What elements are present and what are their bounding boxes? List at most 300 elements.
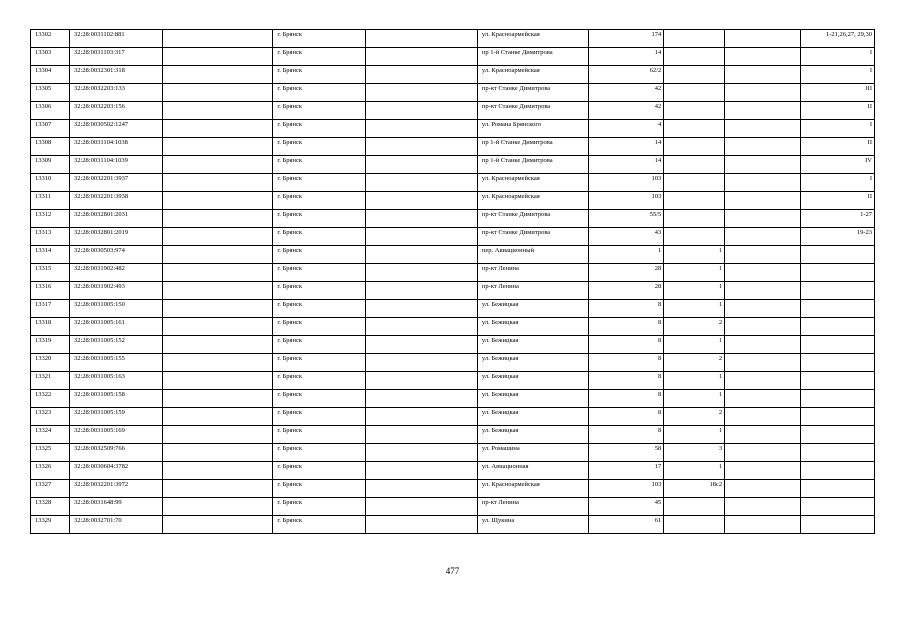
cell-street: ул. Бежицкая bbox=[477, 300, 588, 318]
table-row bbox=[31, 138, 875, 156]
cell-empty bbox=[725, 354, 801, 372]
cell-building bbox=[664, 138, 725, 156]
cell-premises: II bbox=[800, 102, 874, 120]
table-row bbox=[31, 336, 875, 354]
cell-premises: II bbox=[800, 138, 874, 156]
cell-cadastral-number: 32:28:0032701:70 bbox=[69, 516, 162, 534]
cell-premises bbox=[800, 318, 874, 336]
cell-empty bbox=[725, 318, 801, 336]
cell-building: 1 bbox=[664, 390, 725, 408]
cell-city: г. Брянск bbox=[273, 156, 366, 174]
cell-premises bbox=[800, 246, 874, 264]
cell-empty bbox=[725, 282, 801, 300]
table-row bbox=[31, 480, 875, 498]
table-row bbox=[31, 282, 875, 300]
cell-street: пр 1-й Станке Димитрова bbox=[477, 156, 588, 174]
cell-building bbox=[664, 120, 725, 138]
table-row bbox=[31, 246, 875, 264]
cell-house-number: 28 bbox=[588, 282, 664, 300]
cell-building bbox=[664, 516, 725, 534]
table-row bbox=[31, 264, 875, 282]
cell-empty bbox=[162, 84, 273, 102]
cell-record-number: 13315 bbox=[31, 264, 70, 282]
cell-empty bbox=[162, 264, 273, 282]
table-row bbox=[31, 156, 875, 174]
cell-house-number: 1 bbox=[588, 246, 664, 264]
cell-empty bbox=[162, 372, 273, 390]
cell-empty bbox=[725, 210, 801, 228]
cell-street: ул. Красноармейская bbox=[477, 480, 588, 498]
cell-street: ул. Бежицкая bbox=[477, 408, 588, 426]
table-row bbox=[31, 354, 875, 372]
cell-empty bbox=[162, 48, 273, 66]
cell-empty bbox=[162, 282, 273, 300]
cell-house-number: 4 bbox=[588, 120, 664, 138]
cell-house-number: 61 bbox=[588, 516, 664, 534]
cell-house-number: 8 bbox=[588, 372, 664, 390]
table-row bbox=[31, 192, 875, 210]
cell-empty bbox=[162, 210, 273, 228]
table-row bbox=[31, 84, 875, 102]
cell-empty bbox=[162, 408, 273, 426]
cell-building: 1 bbox=[664, 462, 725, 480]
cell-empty bbox=[162, 174, 273, 192]
cell-empty bbox=[365, 300, 477, 318]
cell-cadastral-number: 32:28:0032509:766 bbox=[69, 444, 162, 462]
cell-premises: I bbox=[800, 66, 874, 84]
cell-city: г. Брянск bbox=[273, 336, 366, 354]
cell-cadastral-number: 32:28:0031902:482 bbox=[69, 264, 162, 282]
cell-house-number: 103 bbox=[588, 480, 664, 498]
cell-building: 2 bbox=[664, 408, 725, 426]
cell-house-number: 174 bbox=[588, 30, 664, 48]
cell-city: г. Брянск bbox=[273, 102, 366, 120]
cell-city: г. Брянск bbox=[273, 246, 366, 264]
cell-record-number: 13322 bbox=[31, 390, 70, 408]
table-row bbox=[31, 498, 875, 516]
cell-empty bbox=[725, 480, 801, 498]
cell-street: ул. Красноармейская bbox=[477, 30, 588, 48]
cell-building bbox=[664, 156, 725, 174]
cell-cadastral-number: 32:28:0031103:317 bbox=[69, 48, 162, 66]
cell-house-number: 8 bbox=[588, 408, 664, 426]
cell-record-number: 13312 bbox=[31, 210, 70, 228]
cell-building: 1 bbox=[664, 336, 725, 354]
cell-building: 1 bbox=[664, 246, 725, 264]
cell-house-number: 55/5 bbox=[588, 210, 664, 228]
cell-building: 1 bbox=[664, 300, 725, 318]
cell-empty bbox=[162, 426, 273, 444]
cell-empty bbox=[162, 390, 273, 408]
cell-street: ул. Бежицкая bbox=[477, 318, 588, 336]
cell-cadastral-number: 32:28:0031005:159 bbox=[69, 408, 162, 426]
cell-building: 2 bbox=[664, 318, 725, 336]
cell-premises bbox=[800, 480, 874, 498]
cell-city: г. Брянск bbox=[273, 192, 366, 210]
table-row bbox=[31, 516, 875, 534]
cell-city: г. Брянск bbox=[273, 48, 366, 66]
cell-empty bbox=[365, 318, 477, 336]
cell-premises: I bbox=[800, 120, 874, 138]
cell-premises: 1-21,26,27, 29,30 bbox=[800, 30, 874, 48]
cell-house-number: 17 bbox=[588, 462, 664, 480]
cell-premises bbox=[800, 300, 874, 318]
cell-building: 2 bbox=[664, 354, 725, 372]
cell-empty bbox=[725, 444, 801, 462]
cell-empty bbox=[162, 516, 273, 534]
cell-house-number: 62/2 bbox=[588, 66, 664, 84]
cell-premises: IV bbox=[800, 156, 874, 174]
cell-empty bbox=[365, 390, 477, 408]
cell-cadastral-number: 32:28:0031102:881 bbox=[69, 30, 162, 48]
cell-city: г. Брянск bbox=[273, 390, 366, 408]
cell-empty bbox=[162, 228, 273, 246]
cell-cadastral-number: 32:28:0031005:161 bbox=[69, 318, 162, 336]
cell-empty bbox=[162, 102, 273, 120]
cell-street: ул. Бежицкая bbox=[477, 372, 588, 390]
table-row bbox=[31, 66, 875, 84]
cell-empty bbox=[365, 228, 477, 246]
table-row bbox=[31, 444, 875, 462]
cell-building bbox=[664, 66, 725, 84]
table-row bbox=[31, 372, 875, 390]
cell-empty bbox=[365, 246, 477, 264]
cell-empty bbox=[162, 246, 273, 264]
cell-empty bbox=[162, 318, 273, 336]
cell-record-number: 13327 bbox=[31, 480, 70, 498]
cell-street: ул. Ромашина bbox=[477, 444, 588, 462]
cell-record-number: 13317 bbox=[31, 300, 70, 318]
cell-city: г. Брянск bbox=[273, 84, 366, 102]
table-row bbox=[31, 228, 875, 246]
cell-empty bbox=[365, 408, 477, 426]
cell-city: г. Брянск bbox=[273, 354, 366, 372]
cell-house-number: 103 bbox=[588, 192, 664, 210]
cell-city: г. Брянск bbox=[273, 174, 366, 192]
cell-record-number: 13302 bbox=[31, 30, 70, 48]
cell-cadastral-number: 32:28:0031005:155 bbox=[69, 354, 162, 372]
cell-premises: 19-23 bbox=[800, 228, 874, 246]
cell-empty bbox=[162, 192, 273, 210]
cell-house-number: 14 bbox=[588, 138, 664, 156]
cell-city: г. Брянск bbox=[273, 120, 366, 138]
cell-cadastral-number: 32:28:0032203:156 bbox=[69, 102, 162, 120]
cell-empty bbox=[725, 516, 801, 534]
cell-cadastral-number: 32:28:0031005:152 bbox=[69, 336, 162, 354]
cell-record-number: 13314 bbox=[31, 246, 70, 264]
cell-empty bbox=[365, 480, 477, 498]
cell-house-number: 8 bbox=[588, 336, 664, 354]
cell-cadastral-number: 32:28:0032301:318 bbox=[69, 66, 162, 84]
cell-city: г. Брянск bbox=[273, 138, 366, 156]
cell-record-number: 13323 bbox=[31, 408, 70, 426]
cell-premises bbox=[800, 498, 874, 516]
cell-empty bbox=[365, 462, 477, 480]
cell-street: ул. Бежицкая bbox=[477, 426, 588, 444]
cell-empty bbox=[725, 156, 801, 174]
cell-cadastral-number: 32:28:0031648:99 bbox=[69, 498, 162, 516]
cell-empty bbox=[365, 498, 477, 516]
table-row bbox=[31, 48, 875, 66]
cell-street: ул. Романа Брянского bbox=[477, 120, 588, 138]
table-row bbox=[31, 102, 875, 120]
cell-cadastral-number: 32:28:0031902:493 bbox=[69, 282, 162, 300]
cell-record-number: 13305 bbox=[31, 84, 70, 102]
cell-premises bbox=[800, 390, 874, 408]
cell-building bbox=[664, 48, 725, 66]
cell-empty bbox=[365, 30, 477, 48]
cell-empty bbox=[162, 156, 273, 174]
cell-building bbox=[664, 30, 725, 48]
cell-cadastral-number: 32:28:0032801:2019 bbox=[69, 228, 162, 246]
cell-empty bbox=[725, 462, 801, 480]
cell-city: г. Брянск bbox=[273, 426, 366, 444]
cell-premises bbox=[800, 336, 874, 354]
cell-cadastral-number: 32:28:0032201:3972 bbox=[69, 480, 162, 498]
cell-premises bbox=[800, 516, 874, 534]
cell-premises bbox=[800, 426, 874, 444]
page-number: 477 bbox=[445, 566, 460, 576]
cell-empty bbox=[725, 30, 801, 48]
cell-record-number: 13320 bbox=[31, 354, 70, 372]
cell-building bbox=[664, 174, 725, 192]
cell-empty bbox=[162, 498, 273, 516]
cell-empty bbox=[162, 444, 273, 462]
cell-city: г. Брянск bbox=[273, 516, 366, 534]
cell-empty bbox=[725, 138, 801, 156]
cell-record-number: 13307 bbox=[31, 120, 70, 138]
property-register-table bbox=[30, 29, 875, 534]
cell-city: г. Брянск bbox=[273, 498, 366, 516]
cell-building: 3 bbox=[664, 444, 725, 462]
cell-empty bbox=[365, 48, 477, 66]
cell-empty bbox=[365, 282, 477, 300]
cell-street: пр-кт Станке Димитрова bbox=[477, 228, 588, 246]
cell-empty bbox=[725, 174, 801, 192]
cell-street: пр 1-й Станке Димитрова bbox=[477, 138, 588, 156]
cell-building: 1 bbox=[664, 282, 725, 300]
cell-empty bbox=[365, 156, 477, 174]
table-row bbox=[31, 300, 875, 318]
cell-empty bbox=[162, 30, 273, 48]
cell-house-number: 42 bbox=[588, 84, 664, 102]
table-row bbox=[31, 120, 875, 138]
cell-record-number: 13310 bbox=[31, 174, 70, 192]
cell-empty bbox=[725, 48, 801, 66]
cell-cadastral-number: 32:28:0030502:1247 bbox=[69, 120, 162, 138]
cell-city: г. Брянск bbox=[273, 462, 366, 480]
cell-house-number: 58 bbox=[588, 444, 664, 462]
cell-empty bbox=[365, 120, 477, 138]
cell-empty bbox=[725, 102, 801, 120]
cell-cadastral-number: 32:28:0030503:974 bbox=[69, 246, 162, 264]
cell-empty bbox=[365, 354, 477, 372]
cell-empty bbox=[162, 138, 273, 156]
cell-record-number: 13311 bbox=[31, 192, 70, 210]
cell-street: ул. Бежицкая bbox=[477, 390, 588, 408]
cell-empty bbox=[365, 516, 477, 534]
cell-premises bbox=[800, 444, 874, 462]
table-row bbox=[31, 318, 875, 336]
cell-empty bbox=[162, 120, 273, 138]
cell-building bbox=[664, 210, 725, 228]
cell-house-number: 42 bbox=[588, 102, 664, 120]
table-body bbox=[31, 30, 875, 534]
cell-street: ул. Красноармейская bbox=[477, 192, 588, 210]
cell-record-number: 13309 bbox=[31, 156, 70, 174]
cell-cadastral-number: 32:28:0032203:133 bbox=[69, 84, 162, 102]
cell-street: ул. Красноармейская bbox=[477, 66, 588, 84]
cell-house-number: 28 bbox=[588, 264, 664, 282]
cell-empty bbox=[725, 228, 801, 246]
cell-house-number: 14 bbox=[588, 156, 664, 174]
cell-empty bbox=[162, 300, 273, 318]
cell-building bbox=[664, 498, 725, 516]
cell-empty bbox=[725, 372, 801, 390]
cell-empty bbox=[725, 498, 801, 516]
cell-cadastral-number: 32:28:0031005:158 bbox=[69, 390, 162, 408]
cell-premises bbox=[800, 264, 874, 282]
cell-street: ул. Щукина bbox=[477, 516, 588, 534]
table-row bbox=[31, 174, 875, 192]
cell-street: пр-кт Ленина bbox=[477, 498, 588, 516]
cell-building bbox=[664, 102, 725, 120]
cell-cadastral-number: 32:28:0031005:150 bbox=[69, 300, 162, 318]
cell-empty bbox=[365, 192, 477, 210]
cell-house-number: 14 bbox=[588, 48, 664, 66]
cell-street: пер. Авиационный bbox=[477, 246, 588, 264]
cell-empty bbox=[725, 120, 801, 138]
cell-street: ул. Красноармейская bbox=[477, 174, 588, 192]
cell-street: пр-кт Ленина bbox=[477, 282, 588, 300]
cell-street: ул. Авиационная bbox=[477, 462, 588, 480]
cell-record-number: 13316 bbox=[31, 282, 70, 300]
cell-cadastral-number: 32:28:0032801:2031 bbox=[69, 210, 162, 228]
cell-cadastral-number: 32:28:0031005:163 bbox=[69, 372, 162, 390]
cell-house-number: 8 bbox=[588, 426, 664, 444]
cell-street: пр-кт Ленина bbox=[477, 264, 588, 282]
cell-empty bbox=[365, 138, 477, 156]
table-row bbox=[31, 408, 875, 426]
table-row bbox=[31, 462, 875, 480]
cell-record-number: 13319 bbox=[31, 336, 70, 354]
cell-house-number: 8 bbox=[588, 390, 664, 408]
cell-empty bbox=[725, 408, 801, 426]
cell-cadastral-number: 32:28:0031104:1039 bbox=[69, 156, 162, 174]
cell-cadastral-number: 32:28:0031005:169 bbox=[69, 426, 162, 444]
cell-street: пр 1-й Станке Димитрова bbox=[477, 48, 588, 66]
cell-city: г. Брянск bbox=[273, 228, 366, 246]
cell-city: г. Брянск bbox=[273, 372, 366, 390]
table-row bbox=[31, 390, 875, 408]
cell-city: г. Брянск bbox=[273, 480, 366, 498]
cell-record-number: 13324 bbox=[31, 426, 70, 444]
cell-city: г. Брянск bbox=[273, 264, 366, 282]
cell-empty bbox=[365, 66, 477, 84]
cell-building: 1 bbox=[664, 426, 725, 444]
cell-record-number: 13313 bbox=[31, 228, 70, 246]
cell-record-number: 13329 bbox=[31, 516, 70, 534]
cell-record-number: 13318 bbox=[31, 318, 70, 336]
cell-premises: 1-27 bbox=[800, 210, 874, 228]
cell-premises bbox=[800, 354, 874, 372]
cell-building: 1 bbox=[664, 372, 725, 390]
table-row bbox=[31, 426, 875, 444]
cell-city: г. Брянск bbox=[273, 300, 366, 318]
cell-city: г. Брянск bbox=[273, 444, 366, 462]
cell-premises bbox=[800, 462, 874, 480]
cell-record-number: 13328 bbox=[31, 498, 70, 516]
cell-empty bbox=[725, 336, 801, 354]
cell-empty bbox=[365, 444, 477, 462]
cell-empty bbox=[365, 426, 477, 444]
cell-building bbox=[664, 84, 725, 102]
cell-premises bbox=[800, 372, 874, 390]
table-row bbox=[31, 30, 875, 48]
cell-premises bbox=[800, 282, 874, 300]
cell-house-number: 45 bbox=[588, 498, 664, 516]
cell-record-number: 13308 bbox=[31, 138, 70, 156]
cell-cadastral-number: 32:28:0032201:3937 bbox=[69, 174, 162, 192]
cell-empty bbox=[365, 84, 477, 102]
cell-premises bbox=[800, 408, 874, 426]
cell-empty bbox=[725, 192, 801, 210]
cell-cadastral-number: 32:28:0030604:3782 bbox=[69, 462, 162, 480]
cell-empty bbox=[162, 336, 273, 354]
cell-empty bbox=[725, 264, 801, 282]
cell-empty bbox=[162, 354, 273, 372]
cell-house-number: 8 bbox=[588, 318, 664, 336]
cell-empty bbox=[365, 102, 477, 120]
cell-record-number: 13306 bbox=[31, 102, 70, 120]
cell-empty bbox=[162, 480, 273, 498]
cell-city: г. Брянск bbox=[273, 210, 366, 228]
cell-empty bbox=[365, 174, 477, 192]
cell-house-number: 43 bbox=[588, 228, 664, 246]
cell-building bbox=[664, 228, 725, 246]
cell-city: г. Брянск bbox=[273, 318, 366, 336]
cell-record-number: 13303 bbox=[31, 48, 70, 66]
cell-city: г. Брянск bbox=[273, 408, 366, 426]
cell-city: г. Брянск bbox=[273, 282, 366, 300]
cell-street: пр-кт Станке Димитрова bbox=[477, 210, 588, 228]
cell-house-number: 8 bbox=[588, 300, 664, 318]
cell-cadastral-number: 32:28:0032201:3938 bbox=[69, 192, 162, 210]
cell-premises: I bbox=[800, 48, 874, 66]
cell-building: 1 bbox=[664, 264, 725, 282]
cell-building bbox=[664, 192, 725, 210]
table-row bbox=[31, 210, 875, 228]
cell-city: г. Брянск bbox=[273, 66, 366, 84]
cell-record-number: 13321 bbox=[31, 372, 70, 390]
cell-empty bbox=[725, 390, 801, 408]
cell-empty bbox=[365, 336, 477, 354]
cell-street: ул. Бежицкая bbox=[477, 336, 588, 354]
cell-empty bbox=[725, 84, 801, 102]
cell-street: пр-кт Станке Димитрова bbox=[477, 84, 588, 102]
cell-record-number: 13304 bbox=[31, 66, 70, 84]
cell-empty bbox=[162, 66, 273, 84]
cell-street: ул. Бежицкая bbox=[477, 354, 588, 372]
cell-empty bbox=[725, 426, 801, 444]
cell-empty bbox=[365, 210, 477, 228]
cell-empty bbox=[162, 462, 273, 480]
cell-street: пр-кт Станке Димитрова bbox=[477, 102, 588, 120]
cell-empty bbox=[725, 300, 801, 318]
cell-premises: II bbox=[800, 192, 874, 210]
cell-premises: I bbox=[800, 174, 874, 192]
cell-empty bbox=[365, 264, 477, 282]
